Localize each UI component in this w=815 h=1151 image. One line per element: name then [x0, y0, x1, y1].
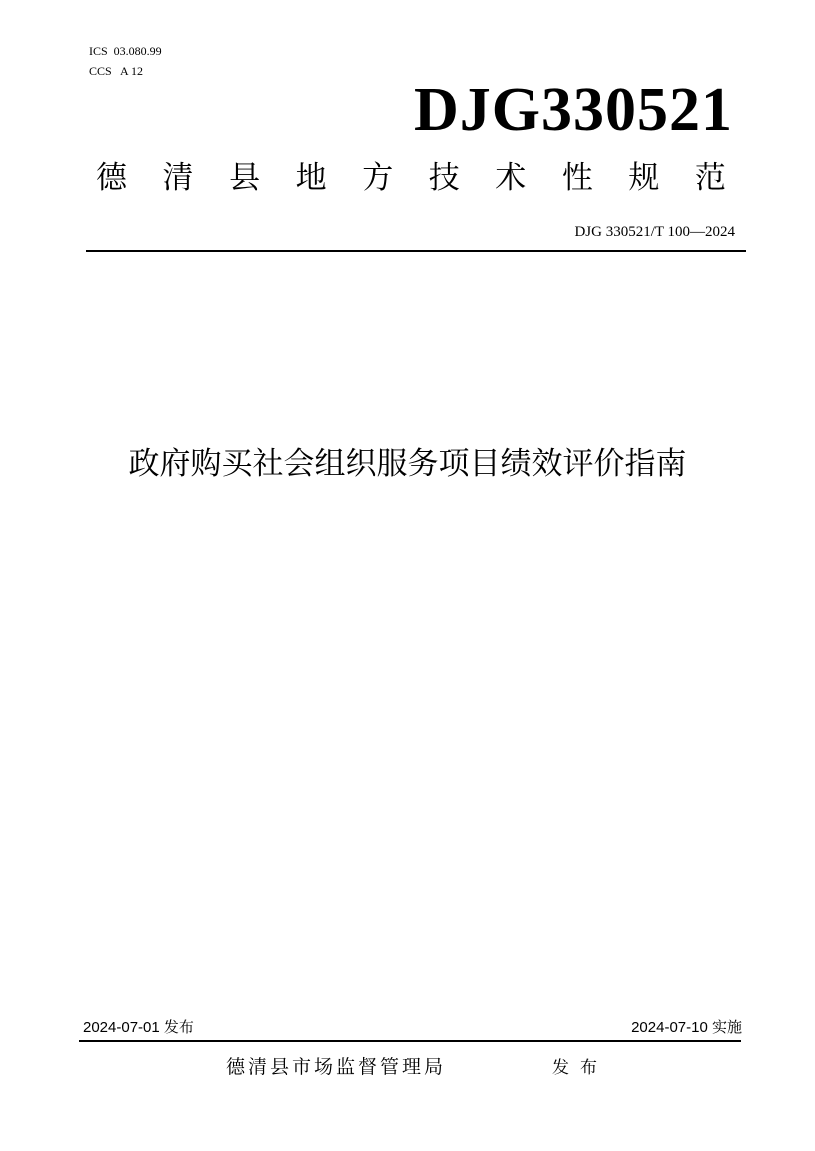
standard-category-char: 地 — [295, 160, 327, 196]
header-divider — [86, 250, 746, 252]
standard-category-char: 规 — [628, 160, 660, 196]
ics-code: ICS 03.080.99 — [89, 44, 162, 58]
standard-category-char: 技 — [428, 160, 460, 196]
ccs-code: CCS A 12 — [89, 64, 144, 78]
standard-category-char: 德 — [96, 160, 127, 196]
standard-category-char: 方 — [362, 160, 394, 196]
standard-category-char: 清 — [162, 160, 194, 196]
standard-number: DJG 330521/T 100—2024 — [574, 224, 735, 240]
effective-date: 2024-07-10 实施 — [631, 1019, 742, 1036]
standard-category-char: 性 — [561, 160, 593, 196]
standard-category — [96, 158, 726, 198]
footer-divider — [79, 1040, 741, 1042]
document-title: 政府购买社会组织服务项目绩效评价指南 — [128, 446, 687, 482]
issuing-authority: 德清县市场监督管理局 — [226, 1056, 447, 1078]
publish-date: 2024-07-01 发布 — [83, 1019, 194, 1036]
standard-category-char: 县 — [229, 160, 261, 196]
issue-label: 发布 — [552, 1058, 608, 1078]
standard-mark: DJG330521 — [414, 76, 733, 144]
standard-category-char: 术 — [495, 160, 527, 196]
standard-category-char: 范 — [694, 160, 726, 196]
